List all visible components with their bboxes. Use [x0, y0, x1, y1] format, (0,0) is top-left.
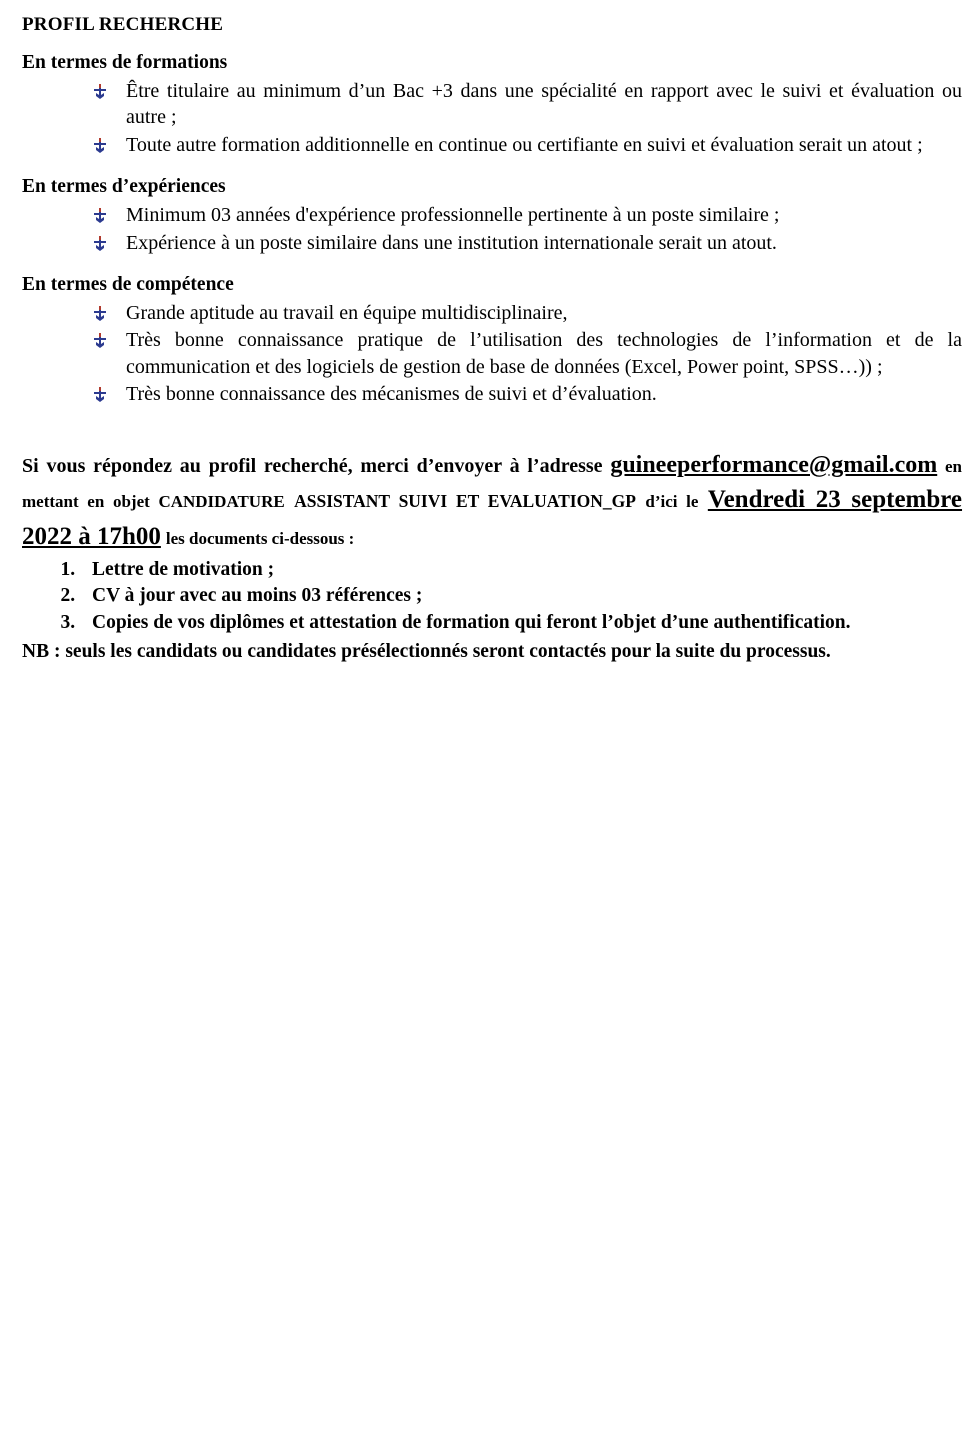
arrow-cross-bullet-icon [92, 82, 108, 99]
list-item-text: Très bonne connaissance pratique de l’utilisation des technologies de l’information et de la communication et des logiciels de gestion de base de données (Excel, Power point, SPSS…)) ; [126, 329, 962, 378]
application-email: guineeperformance@gmail.com [610, 451, 938, 478]
arrow-cross-bullet-icon [92, 136, 108, 153]
list-item-text: Minimum 03 années d'expérience professionnelle pertinente à un poste similaire ; [126, 204, 780, 227]
arrow-cross-bullet-icon [92, 304, 108, 321]
list-item [92, 327, 962, 380]
list-item-text: Très bonne connaissance des mécanismes de suivi et d’évaluation. [126, 383, 657, 406]
list-item [92, 78, 962, 131]
required-documents-list [22, 557, 962, 635]
section-heading-competence: En termes de compétence [22, 273, 234, 295]
list-item: 2. CV à jour avec au moins 03 références ; [80, 583, 962, 608]
list-item [92, 381, 962, 407]
bullet-list-experiences [22, 202, 962, 256]
instructions-intro: Si vous répondez au profil recherché, merci d’envoyer à l’adresse [22, 454, 603, 477]
instructions-after-email: en mettant en objet CANDIDATURE [22, 456, 962, 512]
arrow-cross-bullet-icon [92, 385, 108, 402]
note-preselection: NB : seuls les candidats ou candidates présélectionnés seront contactés pour la suite du processus. [22, 640, 831, 662]
arrow-cross-bullet-icon [92, 331, 108, 348]
bullet-list-competence [22, 300, 962, 408]
list-item-text: Expérience à un poste similaire dans une institution internationale serait un atout. [126, 231, 777, 254]
list-item-text: Grande aptitude au travail en équipe multidisciplinaire, [126, 301, 568, 324]
section-heading-formations: En termes de formations [22, 52, 228, 73]
list-item [92, 230, 962, 256]
deadline-date: Vendredi 23 septembre 2022 à 17h00 [22, 486, 963, 550]
list-item [92, 300, 962, 326]
application-instructions [22, 448, 962, 555]
list-item [92, 132, 962, 158]
deadline-suffix: les documents ci-dessous : [165, 528, 355, 548]
email-subject-line: ASSISTANT SUIVI ET EVALUATION_GP [294, 491, 636, 512]
section-heading-experiences: En termes d’expériences [22, 176, 226, 198]
bullet-list-formations [22, 78, 962, 158]
list-item: 3. Copies de vos diplômes et attestation de formation qui feront l’objet d’une authentification. [80, 610, 962, 635]
deadline-prefix: d’ici le [645, 492, 699, 512]
list-item-text: Être titulaire au minimum d’un Bac +3 dans une spécialité en rapport avec le suivi et évaluation ou autre ; [126, 80, 962, 129]
list-item: 1. Lettre de motivation ; [80, 557, 962, 582]
arrow-cross-bullet-icon [92, 234, 108, 251]
list-item [92, 202, 962, 228]
list-item-text: Toute autre formation additionnelle en continue ou certifiante en suivi et évaluation serait un atout ; [126, 133, 923, 156]
arrow-cross-bullet-icon [92, 206, 108, 223]
page-title: PROFIL RECHERCHE [22, 14, 224, 35]
